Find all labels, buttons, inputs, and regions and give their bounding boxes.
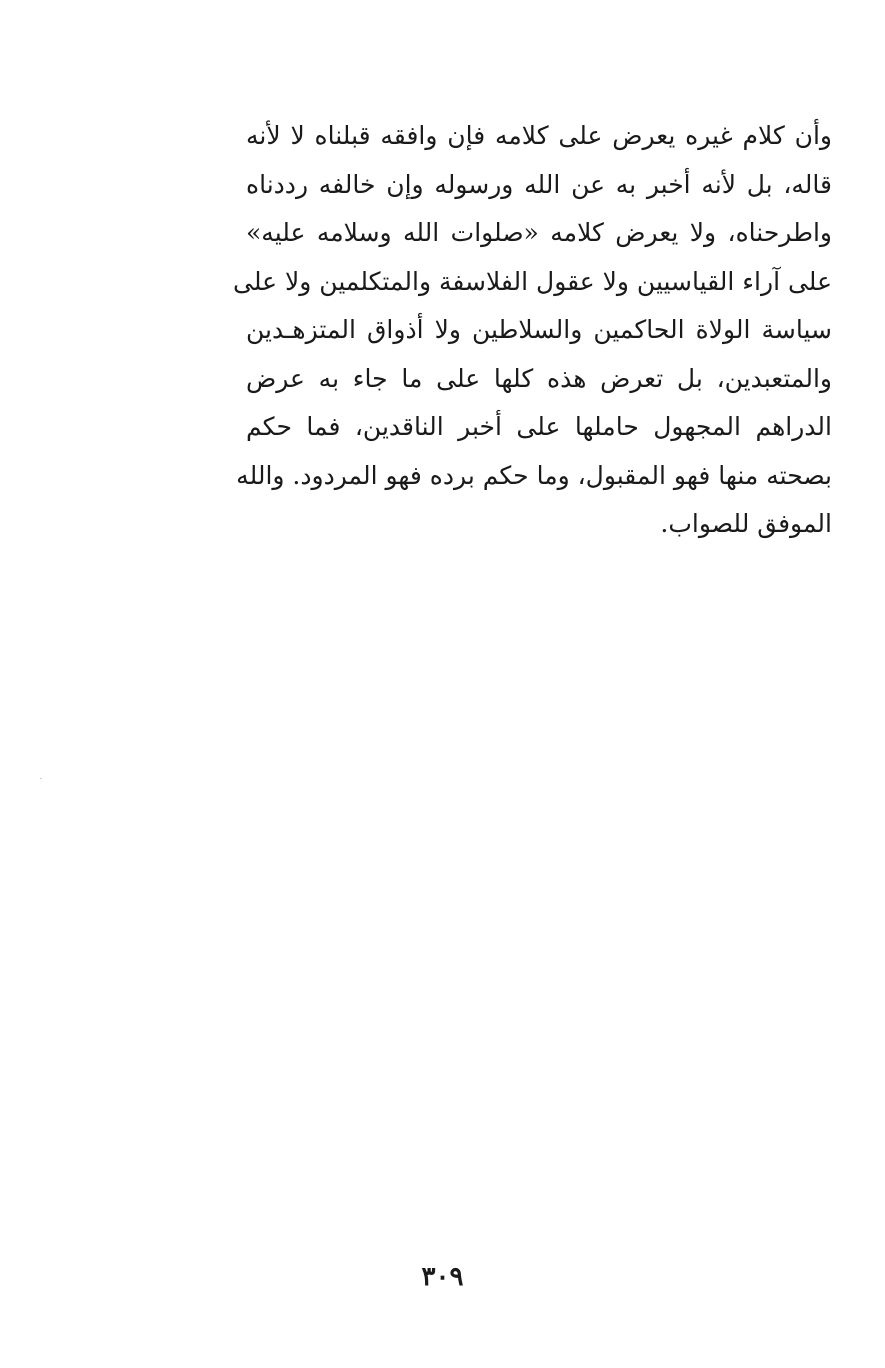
text-line: قاله، بل لأنه أخبر به عن الله ورسوله وإن خالفه رددناه bbox=[246, 169, 832, 199]
text-line: على آراء القياسيين ولا عقول الفلاسفة والمتكلمين ولا على bbox=[233, 266, 832, 296]
text-line: واطرحناه، ولا يعرض كلامه «صلوات الله وسلامه عليه» bbox=[246, 218, 832, 247]
text-line: سياسة الولاة الحاكمين والسلاطين ولا أذواق المتزهـدين bbox=[246, 315, 832, 344]
page-number: ٣٠٩ bbox=[421, 1262, 464, 1292]
body-paragraph bbox=[233, 112, 832, 549]
text-line-last: الموفق للصواب. bbox=[660, 509, 832, 538]
text-line: بصحته منها فهو المقبول، وما حكم برده فهو المردود. والله bbox=[236, 460, 832, 490]
text-line: والمتعبدين، بل تعرض هذه كلها على ما جاء به عرض bbox=[246, 363, 832, 393]
text-line: وأن كلام غيره يعرض على كلامه فإن وافقه قبلناه لا لأنه bbox=[246, 121, 832, 150]
text-line: الدراهم المجهول حاملها على أخبر الناقدين، فما حكم bbox=[246, 412, 832, 441]
scan-speck bbox=[40, 778, 42, 779]
